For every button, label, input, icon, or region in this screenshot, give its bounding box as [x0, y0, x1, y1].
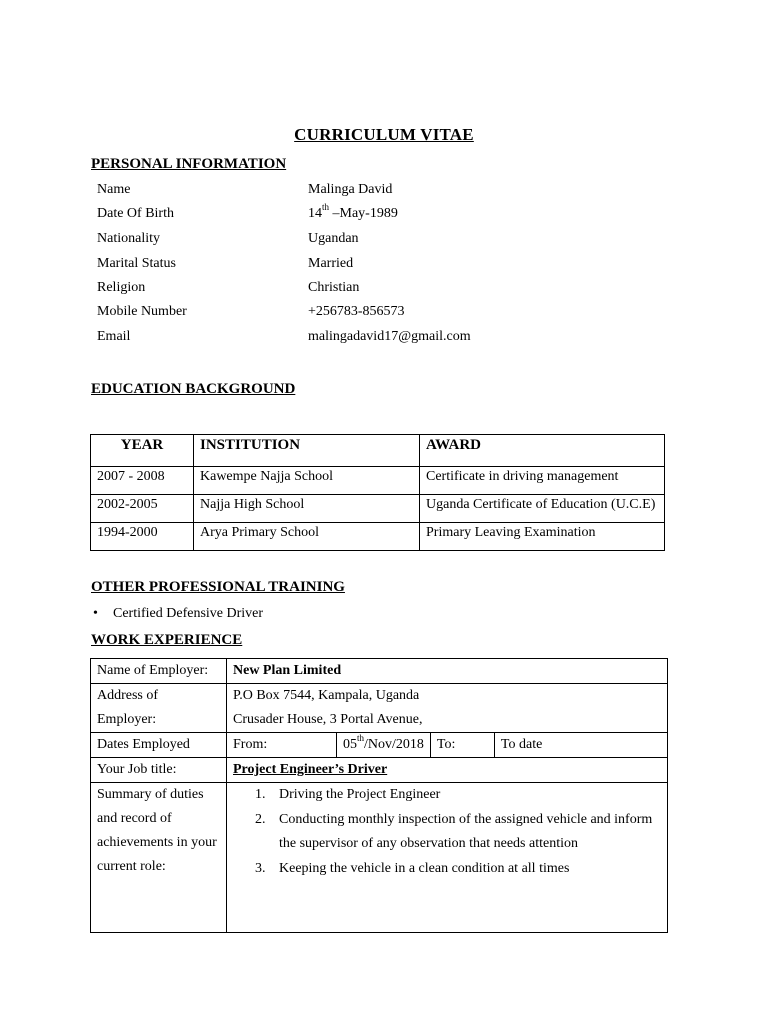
cell-year: 2007 - 2008: [91, 467, 194, 495]
job-title-label: Your Job title:: [91, 758, 227, 783]
address-line: Crusader House, 3 Portal Avenue,: [233, 712, 423, 727]
summary-label-line: Summary of duties: [97, 787, 204, 802]
field-value: [308, 202, 398, 222]
list-number: 3.: [255, 860, 266, 876]
duties-list: [233, 783, 661, 881]
to-label: To:: [430, 733, 494, 758]
training-heading: OTHER PROFESSIONAL TRAINING: [91, 579, 345, 595]
cell-institution: Najja High School: [194, 495, 420, 523]
column-header-year: YEAR: [91, 435, 194, 467]
work-experience-table: [90, 658, 668, 933]
table-row: [91, 467, 665, 495]
field-label: Marital Status: [97, 256, 176, 271]
list-item: [233, 808, 661, 833]
field-label: Email: [97, 329, 131, 344]
dates-label: Dates Employed: [91, 733, 227, 758]
cell-institution: Kawempe Najja School: [194, 467, 420, 495]
list-number: 2.: [255, 811, 266, 827]
cell-award: Primary Leaving Examination: [420, 523, 665, 551]
from-date: [337, 733, 431, 758]
duties-cell: [227, 783, 668, 933]
duty-text: Conducting monthly inspection of the assigned vehicle and inform: [279, 811, 653, 827]
field-value: Ugandan: [308, 231, 359, 246]
table-row: [91, 495, 665, 523]
table-row: [91, 659, 668, 684]
summary-label: [91, 783, 227, 933]
cell-year: 1994-2000: [91, 523, 194, 551]
document-title: CURRICULUM VITAE: [294, 125, 474, 144]
personal-info-heading: PERSONAL INFORMATION: [91, 156, 287, 172]
table-row: [91, 684, 668, 733]
employer-label: Name of Employer:: [91, 659, 227, 684]
table-row: [91, 758, 668, 783]
bullet-icon: •: [93, 606, 98, 621]
address-label-line: Employer:: [97, 712, 157, 727]
summary-label-line: and record of: [97, 811, 172, 826]
address-label: [91, 684, 227, 733]
dob-day: 14: [308, 206, 322, 221]
cell-award: Certificate in driving management: [420, 467, 665, 495]
duty-text: Keeping the vehicle in a clean condition at all times: [279, 860, 570, 876]
summary-label-line: current role:: [97, 859, 166, 874]
column-header-institution: INSTITUTION: [194, 435, 420, 467]
field-value: Married: [308, 256, 354, 271]
job-title: Project Engineer’s Driver: [227, 758, 668, 783]
list-number: 1.: [255, 787, 266, 802]
field-value: +256783-856573: [308, 304, 405, 319]
dob-suffix: th: [322, 202, 330, 213]
address-label-line: Address of: [97, 688, 159, 703]
from-suffix: th: [357, 733, 365, 744]
table-row: [91, 733, 668, 758]
from-rest: /Nov/2018: [364, 737, 424, 752]
field-label: Name: [97, 182, 131, 197]
list-item: [233, 783, 661, 808]
from-label: From:: [227, 733, 337, 758]
cell-institution: Arya Primary School: [194, 523, 420, 551]
column-header-award: AWARD: [420, 435, 665, 467]
field-label: Date Of Birth: [97, 206, 174, 221]
duty-text: the supervisor of any observation that needs attention: [279, 836, 578, 851]
cell-year: 2002-2005: [91, 495, 194, 523]
summary-label-line: achievements in your: [97, 835, 217, 850]
from-day: 05: [343, 737, 357, 752]
address-line: P.O Box 7544, Kampala, Uganda: [233, 688, 420, 703]
to-date: To date: [494, 733, 667, 758]
education-table: [90, 434, 665, 551]
list-item: [233, 857, 661, 882]
table-row: [91, 783, 668, 933]
field-value: malingadavid17@gmail.com: [308, 329, 471, 344]
cell-award: Uganda Certificate of Education (U.C.E): [420, 495, 665, 523]
duty-text: Driving the Project Engineer: [279, 787, 441, 802]
education-heading: EDUCATION BACKGROUND: [91, 381, 296, 397]
employer-name: New Plan Limited: [227, 659, 668, 684]
employer-address: [227, 684, 668, 733]
dob-rest: –May-1989: [329, 206, 398, 221]
table-header-row: [91, 435, 665, 467]
list-item: [233, 832, 661, 857]
field-value: Christian: [308, 280, 360, 295]
work-experience-heading: WORK EXPERIENCE: [91, 632, 243, 648]
training-list-item: [93, 606, 263, 622]
field-label: Religion: [97, 280, 146, 295]
field-value: Malinga David: [308, 182, 393, 197]
field-label: Mobile Number: [97, 304, 187, 319]
training-item-text: Certified Defensive Driver: [113, 606, 264, 621]
table-row: [91, 523, 665, 551]
field-label: Nationality: [97, 231, 160, 246]
